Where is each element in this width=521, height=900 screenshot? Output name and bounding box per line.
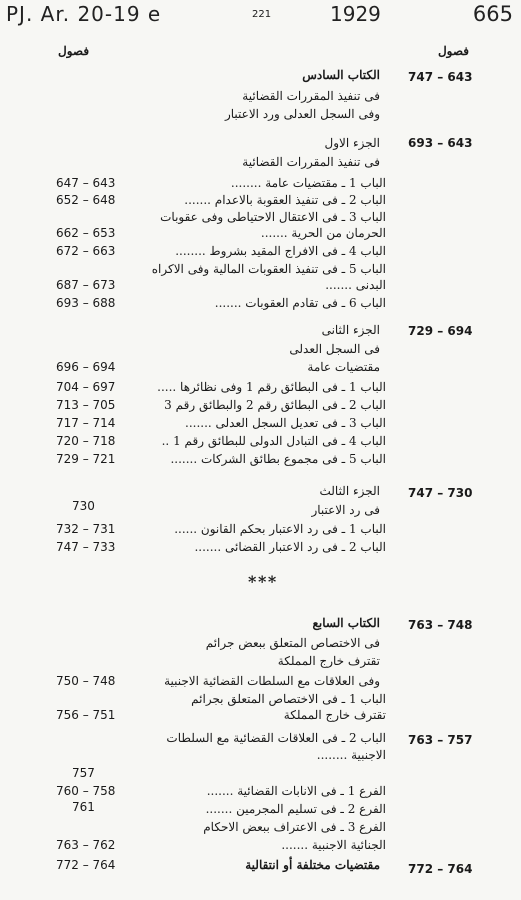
toc-entry: الباب 1 ـ فى رد الاعتبار بحكم القانون ...... <box>174 522 386 536</box>
toc-entry: الباب 4 ـ فى التبادل الدولى للبطائق رقم 1 .. <box>161 434 386 448</box>
toc-range: 750 – 748 <box>56 674 116 688</box>
part1-title: الجزء الاول <box>324 136 380 150</box>
book7-range: 763 – 748 <box>408 618 473 632</box>
toc-entry: الباب 1 ـ فى البطائق رقم 1 وفى نظائرها ..... <box>157 380 386 394</box>
toc-range: 747 – 733 <box>56 540 116 554</box>
book6-subtitle-1: فى تنفيذ المقررات القضائية <box>242 89 380 103</box>
column-header-right: فصول <box>437 44 469 58</box>
toc-range: 772 – 764 <box>56 858 116 872</box>
part2-range: 729 – 694 <box>408 324 473 338</box>
book6-title: الكتاب السادس <box>302 68 380 82</box>
toc-entry: الباب 3 ـ فى الاعتقال الاحتياطى وفى عقوبات <box>160 210 386 224</box>
toc-entry: الفرع 3 ـ فى الاعتراف ببعض الاحكام <box>203 820 386 834</box>
toc-entry: الفرع 1 ـ فى الانابات القضائية ....... <box>206 784 386 798</box>
toc-range: 662 – 653 <box>56 226 116 240</box>
toc-entry: الباب 2 ـ فى تنفيذ العقوبة بالاعدام ....... <box>184 193 386 207</box>
toc-entry: البدنى ....... <box>325 278 386 292</box>
book7-title: الكتاب السابع <box>312 616 380 630</box>
toc-entry: الباب 2 ـ فى العلاقات القضائية مع السلطات <box>166 731 386 745</box>
toc-range: 713 – 705 <box>56 398 116 412</box>
part2-intro: مقتضيات عامة <box>307 360 380 374</box>
toc-entry: الباب 6 ـ فى تقادم العقوبات ....... <box>214 296 386 310</box>
handwritten-number: 665 <box>472 2 513 26</box>
part2-subtitle: فى السجل العدلى <box>289 342 380 356</box>
toc-entry: الحرمان من الحرية ....... <box>260 226 386 240</box>
toc-range: 693 – 688 <box>56 296 116 310</box>
toc-entry: تقترف خارج المملكة <box>283 708 386 722</box>
toc-range: 763 – 762 <box>56 838 116 852</box>
part2-title: الجزء الثانى <box>321 323 380 337</box>
part1-subtitle: فى تنفيذ المقررات القضائية <box>242 155 380 169</box>
toc-range: 717 – 714 <box>56 416 116 430</box>
book7-chapter2-range: 763 – 757 <box>408 733 473 747</box>
part3-range: 747 – 730 <box>408 486 473 500</box>
toc-range: 760 – 758 <box>56 784 116 798</box>
misc-provisions: مقتضيات مختلفة أو انتقالية <box>245 858 380 872</box>
toc-entry: الباب 1 ـ مقتضيات عامة ........ <box>230 176 386 190</box>
part1-range: 693 – 643 <box>408 136 473 150</box>
toc-range: 647 – 643 <box>56 176 116 190</box>
toc-range: 720 – 718 <box>56 434 116 448</box>
toc-entry: الجنائية الاجنبية ....... <box>281 838 386 852</box>
toc-range: 757 <box>72 766 95 780</box>
toc-range: 761 <box>72 800 95 814</box>
toc-entry: الباب 5 ـ فى مجموع بطائق الشركات ....... <box>170 452 386 466</box>
toc-range: 672 – 663 <box>56 244 116 258</box>
toc-range: 729 – 721 <box>56 452 116 466</box>
toc-range: 652 – 648 <box>56 193 116 207</box>
toc-entry: الفرع 2 ـ فى تسليم المجرمين ....... <box>205 802 386 816</box>
section-separator: * * * <box>248 572 275 591</box>
toc-range: 696 – 694 <box>56 360 116 374</box>
toc-entry: الباب 4 ـ فى الافراج المقيد بشروط ........ <box>175 244 386 258</box>
column-header-left: فصول <box>58 44 90 58</box>
part3-subtitle-number: 730 <box>72 499 95 513</box>
toc-entry: الباب 1 ـ فى الاختصاص المتعلق بجرائم <box>191 692 386 706</box>
book7-subtitle-1: فى الاختصاص المتعلق ببعض جرائم <box>205 636 380 650</box>
book7-subtitle-3: وفى العلاقات مع السلطات القضائية الاجنبية <box>164 674 380 688</box>
toc-entry: الباب 2 ـ فى البطائق رقم 2 والبطائق رقم 3 <box>164 398 386 412</box>
handwritten-year: 1929 <box>330 2 381 26</box>
book7-subtitle-2: تقترف خارج المملكة <box>277 654 380 668</box>
book6-subtitle-2: وفى السجل العدلى ورد الاعتبار <box>224 107 380 121</box>
toc-range: 687 – 673 <box>56 278 116 292</box>
toc-range: 756 – 751 <box>56 708 116 722</box>
misc-provisions-range: 772 – 764 <box>408 862 473 876</box>
toc-range: 732 – 731 <box>56 522 116 536</box>
part3-title: الجزء الثالث <box>319 484 380 498</box>
toc-entry: الباب 3 ـ فى تعديل السجل العدلى ....... <box>185 416 386 430</box>
page-number: 221 <box>252 9 272 20</box>
part3-subtitle: فى رد الاعتبار <box>311 503 380 517</box>
toc-entry: الباب 2 ـ فى رد الاعتبار القضائى ....... <box>194 540 386 554</box>
toc-range: 704 – 697 <box>56 380 116 394</box>
handwritten-reference: PJ. Ar. 20-19 e <box>6 2 162 26</box>
toc-entry: الاجنبية ........ <box>316 748 386 762</box>
book6-range: 747 – 643 <box>408 70 473 84</box>
toc-entry: الباب 5 ـ فى تنفيذ العقوبات المالية وفى الاكراه <box>151 262 386 276</box>
